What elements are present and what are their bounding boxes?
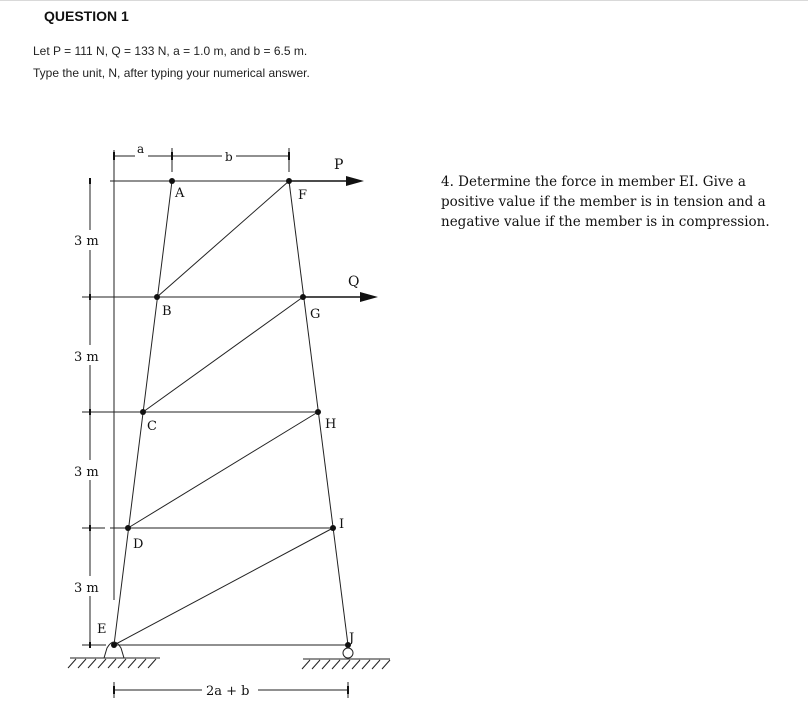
label-A: A <box>175 186 185 201</box>
dim-label-height-2: 3 m <box>74 350 99 365</box>
joint-A <box>169 178 175 184</box>
joint-B <box>154 294 160 300</box>
label-J: J <box>349 631 355 646</box>
dim-label-height-4: 3 m <box>74 581 99 596</box>
roller-support-J <box>302 648 390 669</box>
label-G: G <box>310 307 321 322</box>
dimension-lines <box>82 148 348 698</box>
joint-D <box>125 525 131 531</box>
dim-label-height-1: 3 m <box>74 234 99 249</box>
question-text: 4. Determine the force in member EI. Give a positive value if the member is in tension and a negative value if the member is in compression. <box>441 174 770 230</box>
label-B: B <box>162 304 172 319</box>
dim-label-b: b <box>225 150 233 164</box>
given-values-text: Let P = 111 N, Q = 133 N, a = 1.0 m, and b = 6.5 m. <box>33 44 308 58</box>
joint-C <box>140 409 146 415</box>
label-F: F <box>298 188 308 203</box>
dim-label-a: a <box>137 142 145 156</box>
joints <box>111 178 351 648</box>
label-H: H <box>325 417 337 432</box>
joint-I <box>330 525 336 531</box>
dim-label-height-3: 3 m <box>74 465 99 480</box>
load-P-arrowhead <box>346 176 364 186</box>
diagonal-IE <box>114 528 333 645</box>
joint-H <box>315 409 321 415</box>
label-Q: Q <box>348 274 360 290</box>
instruction-text: Type the unit, N, after typing your numerical answer. <box>33 66 310 80</box>
label-C: C <box>147 419 157 434</box>
question-title: QUESTION 1 <box>44 8 129 24</box>
label-P: P <box>334 157 344 173</box>
label-I: I <box>339 517 345 532</box>
dimension-ticks <box>90 152 348 694</box>
truss-members <box>114 181 348 645</box>
label-D: D <box>133 537 144 552</box>
dim-label-base: 2a + b <box>206 684 250 699</box>
load-Q-arrowhead <box>360 292 378 302</box>
label-E: E <box>97 622 107 637</box>
